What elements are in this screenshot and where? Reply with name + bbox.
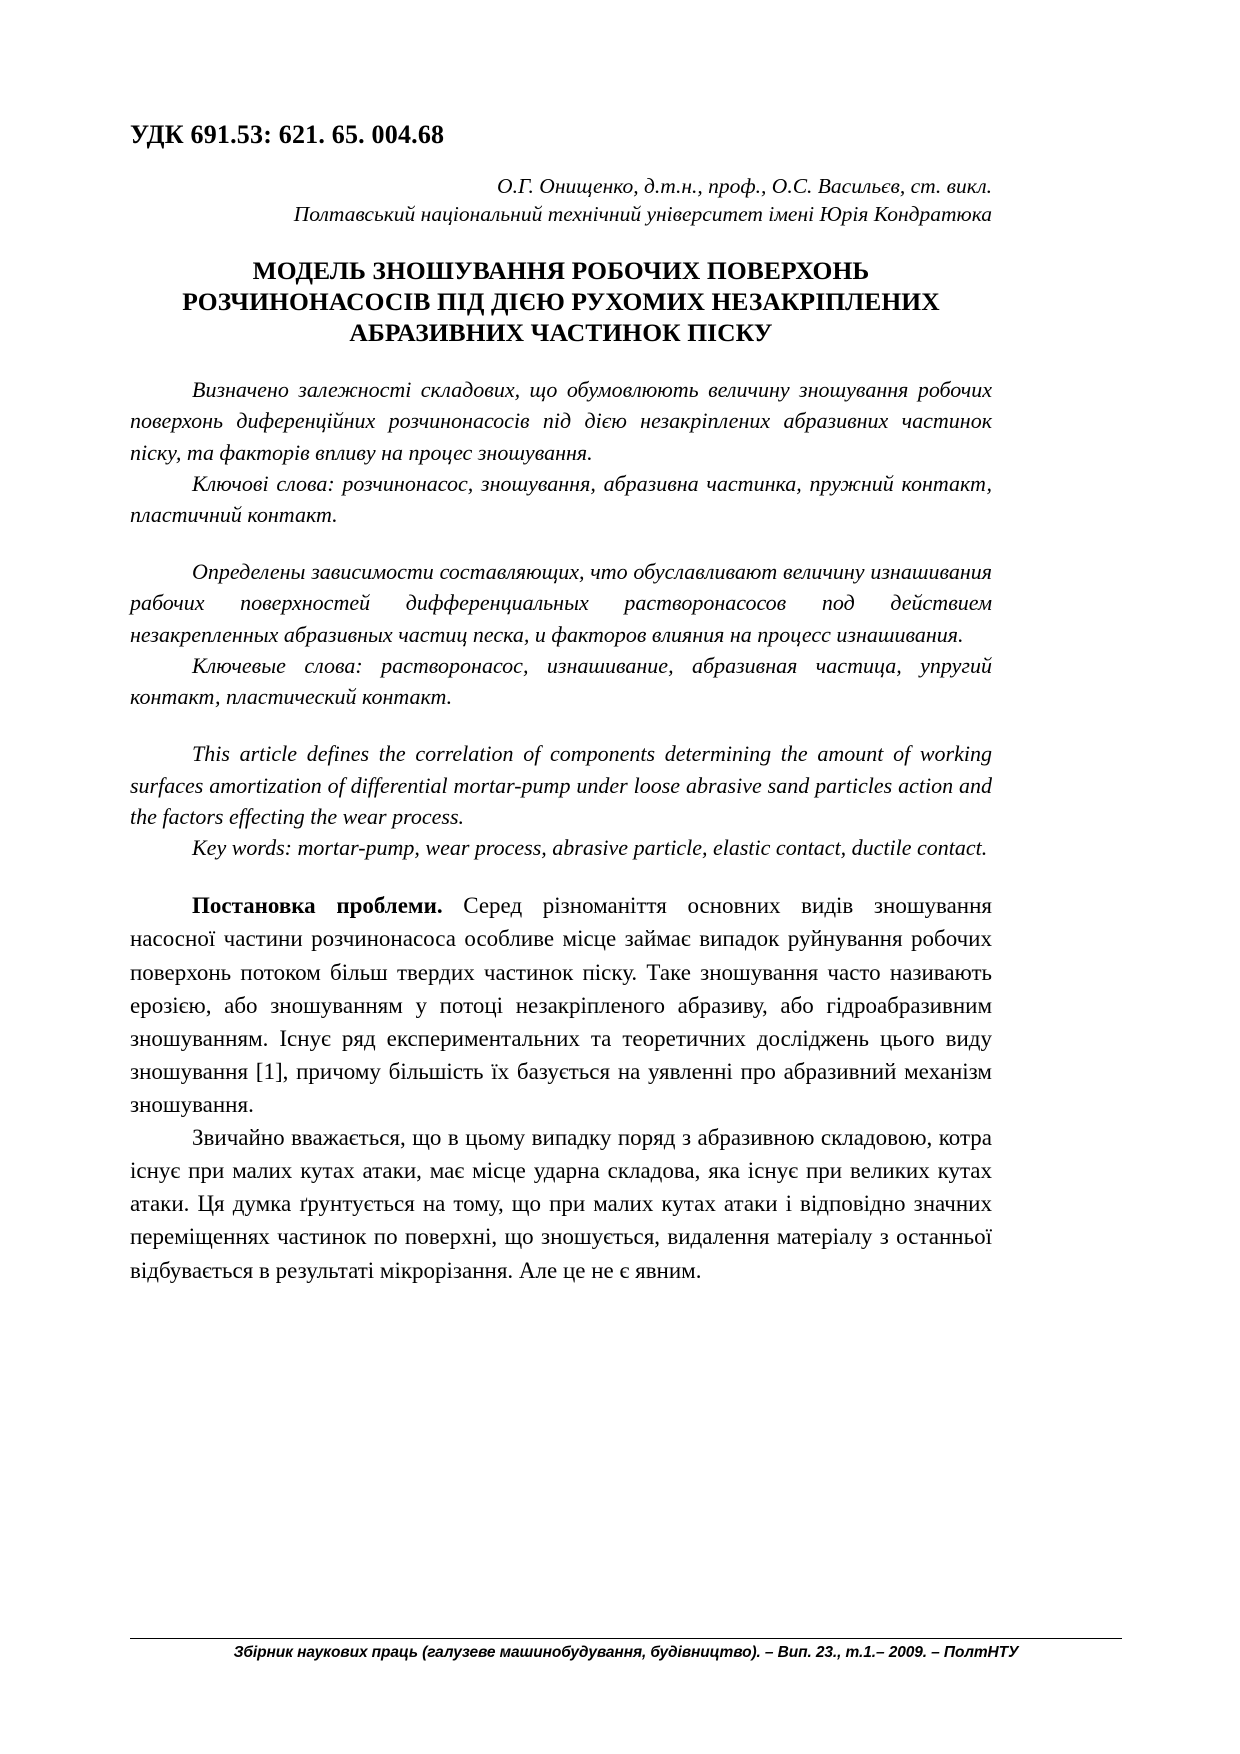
author-block xyxy=(130,172,992,229)
spacer xyxy=(130,863,992,889)
keywords-ukrainian: Ключові слова: розчинонасос, зношування, абразивна частинка, пружний контакт, пластичний контакт. xyxy=(130,470,992,528)
abstract-english: This article defines the correlation of components determining the amount of working surfaces amortization of differential mortar-pump under loose abrasive sand particles action and the factors effecting the wear process. xyxy=(130,741,992,829)
title-line-3: АБРАЗИВНИХ ЧАСТИНОК ПІСКУ xyxy=(349,317,773,347)
body-paragraph-1-text: Серед різноманіття основних видів зношування насосної частини розчинонасоса особливе місце займає випадок руйнування робочих поверхонь потоком більш твердих частинок піску. Таке зношування часто називають ерозією, або зношуванням у потоці незакріпленого абразиву, або гідроабразивним зношуванням. Існує ряд експериментальних та теоретичних досліджень цього виду зношування [1], причому більшість їх базується на уявленні про абразивний механізм зношування. xyxy=(130,893,992,1118)
keywords-russian: Ключевые слова: растворонасос, изнашивание, абразивная частица, упругий контакт, пластический контакт. xyxy=(130,652,992,710)
page-footer xyxy=(130,1638,1122,1662)
spacer xyxy=(130,530,992,556)
footer-citation: Збірник наукових праць (галузеве машинобудування, будівництво). – Вип. 23., т.1.– 2009. – ПолтНТУ xyxy=(233,1644,1019,1661)
udc-code: УДК 691.53: 621. 65. 004.68 xyxy=(130,120,445,149)
author-affiliation: Полтавський національний технічний університет імені Юрія Кондратюка xyxy=(293,202,992,227)
footer-divider xyxy=(130,1638,1122,1639)
spacer xyxy=(130,712,992,738)
page-title xyxy=(130,255,992,348)
page-content xyxy=(130,120,992,1287)
section-heading: Постановка проблеми. xyxy=(192,893,443,919)
abstract-russian: Определены зависимости составляющих, что обуславливают величину изнашивания рабочих поверхностей дифференциальных растворонасосов под действием незакрепленных абразивных частиц песка, и факторов влияния на процесс изнашивания. xyxy=(130,559,992,647)
body-paragraph-2: Звичайно вважається, що в цьому випадку поряд з абразивною складовою, котра існує при малих кутах атаки, має місце ударна складова, яка існує при великих кутах атаки. Ця думка ґрунтується на тому, що при малих кутах атаки і відповідно значних переміщеннях частинок по поверхні, що зношується, видалення матеріалу з останньої відбувається в результаті мікрорізання. Але це не є явним. xyxy=(130,1125,992,1283)
title-line-2: РОЗЧИНОНАСОСІВ ПІД ДІЄЮ РУХОМИХ НЕЗАКРІПЛЕНИХ xyxy=(182,286,940,316)
title-line-1: МОДЕЛЬ ЗНОШУВАННЯ РОБОЧИХ ПОВЕРХОНЬ xyxy=(252,255,870,285)
abstract-ukrainian: Визначено залежності складових, що обумовлюють величину зношування робочих поверхонь диференційних розчинонасосів під дією незакріплених абразивних частинок піску, та факторів впливу на процес зношування. xyxy=(130,377,992,465)
keywords-english: Key words: mortar-pump, wear process, abrasive particle, elastic contact, ductile contact. xyxy=(192,835,988,861)
author-names: О.Г. Онищенко, д.т.н., проф., О.С. Васильєв, ст. викл. xyxy=(497,174,992,198)
body-paragraph-1 xyxy=(130,889,992,1121)
